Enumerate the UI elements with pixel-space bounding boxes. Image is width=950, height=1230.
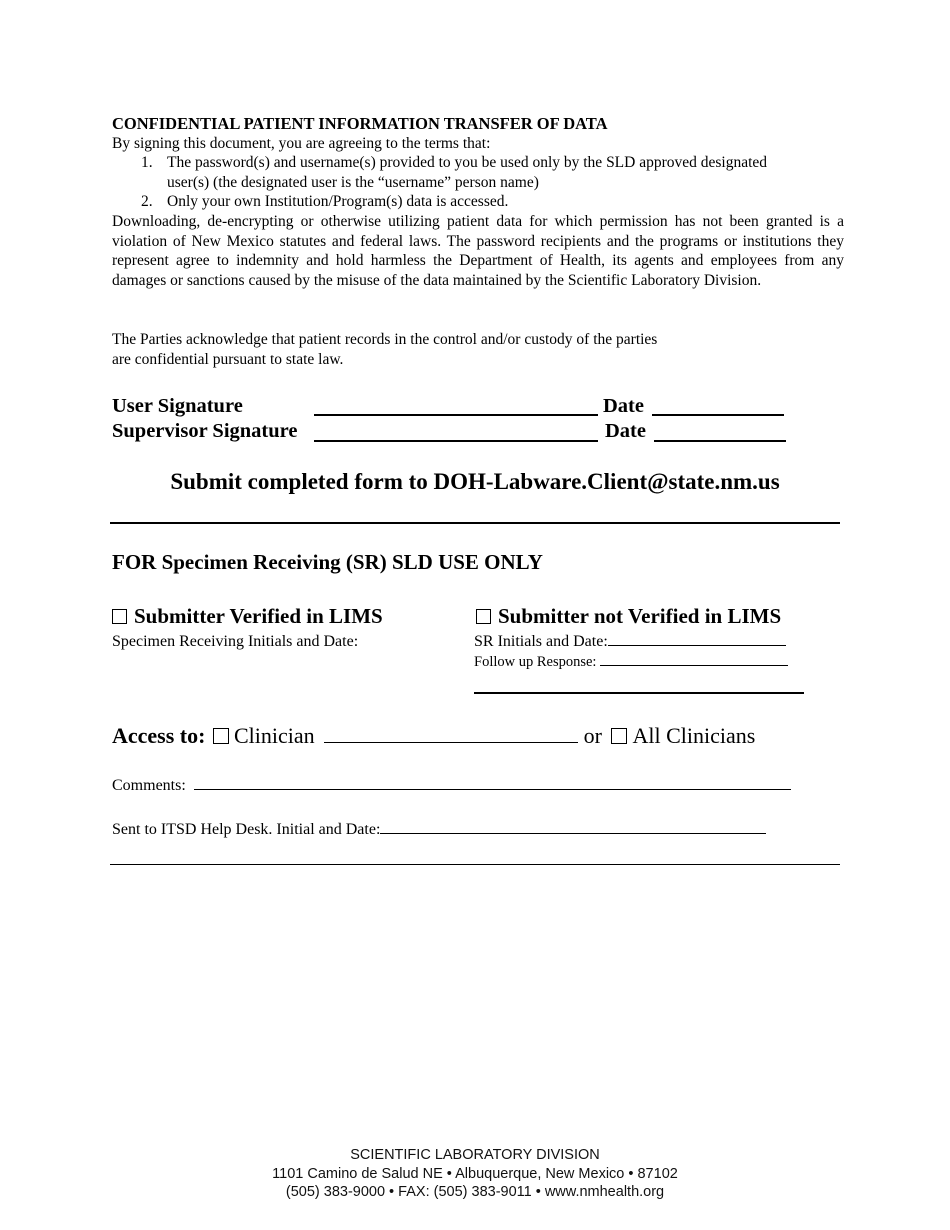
term-text: user(s) (the designated user is the “username” person name) bbox=[167, 173, 539, 191]
verified-option bbox=[112, 604, 383, 629]
user-date-field[interactable] bbox=[652, 414, 784, 416]
user-signature-field[interactable] bbox=[314, 414, 598, 416]
follow-up-label: Follow up Response: bbox=[474, 654, 597, 670]
verified-sub-label: Specimen Receiving Initials and Date: bbox=[112, 633, 359, 650]
supervisor-signature-field[interactable] bbox=[314, 440, 598, 442]
term-item bbox=[112, 192, 842, 212]
not-verified-option bbox=[476, 604, 781, 629]
access-label: Access to: bbox=[112, 723, 206, 748]
itsd-row bbox=[112, 820, 766, 840]
verified-label: Submitter Verified in LIMS bbox=[134, 604, 383, 628]
sr-section-heading: FOR Specimen Receiving (SR) SLD USE ONLY bbox=[112, 550, 543, 574]
sr-initials-label: SR Initials and Date: bbox=[474, 633, 608, 650]
section-divider bbox=[110, 522, 840, 524]
term-number: 2. bbox=[141, 193, 153, 211]
term-number: 1. bbox=[141, 154, 153, 171]
user-date-label: Date bbox=[603, 395, 644, 417]
footer-org: SCIENTIFIC LABORATORY DIVISION bbox=[350, 1147, 600, 1163]
user-signature-label: User Signature bbox=[112, 395, 243, 417]
clinician-checkbox[interactable] bbox=[213, 728, 229, 744]
terms-list bbox=[112, 153, 842, 212]
legal-paragraph: Downloading, de-encrypting or otherwise utilizing patient data for which permission has not been granted is a violation of New Mexico statutes and federal laws. The password recipients and the programs or institutions they represent agree to indemnity and hold harmless the Department of Health, its agents and employees from any damages or sanctions caused by the misuse of the data maintained by the Scientific Laboratory Division. bbox=[112, 213, 844, 289]
not-verified-label: Submitter not Verified in LIMS bbox=[498, 604, 782, 628]
comments-field[interactable] bbox=[194, 789, 791, 790]
acknowledgement-line: The Parties acknowledge that patient records in the control and/or custody of the parties bbox=[112, 331, 658, 348]
document-title: CONFIDENTIAL PATIENT INFORMATION TRANSFER OF DATA bbox=[112, 114, 608, 133]
sr-initials-field[interactable] bbox=[608, 645, 786, 646]
submit-instruction: Submit completed form to DOH-Labware.Client@state.nm.us bbox=[170, 469, 780, 494]
sr-initials-row bbox=[474, 632, 786, 652]
supervisor-date-field[interactable] bbox=[654, 440, 786, 442]
or-label: or bbox=[583, 723, 602, 748]
bottom-divider bbox=[110, 864, 840, 865]
acknowledgement-line: are confidential pursuant to state law. bbox=[112, 351, 344, 368]
comments-row bbox=[112, 776, 791, 796]
supervisor-signature-label: Supervisor Signature bbox=[112, 420, 298, 442]
follow-up-field[interactable] bbox=[600, 665, 788, 666]
clinician-label: Clinician bbox=[233, 723, 315, 748]
all-clinicians-label: All Clinicians bbox=[632, 723, 756, 748]
follow-up-extra-line[interactable] bbox=[474, 692, 804, 694]
footer-address: 1101 Camino de Salud NE • Albuquerque, New Mexico • 87102 bbox=[272, 1166, 678, 1182]
verified-checkbox[interactable] bbox=[112, 609, 127, 624]
footer-contact: (505) 383-9000 • FAX: (505) 383-9011 • www.nmhealth.org bbox=[285, 1184, 665, 1200]
all-clinicians-checkbox[interactable] bbox=[611, 728, 627, 744]
intro-text: By signing this document, you are agreeing to the terms that: bbox=[112, 135, 491, 152]
term-text: The password(s) and username(s) provided to you be used only by the SLD approved designated bbox=[167, 154, 768, 171]
access-row bbox=[112, 722, 755, 750]
supervisor-date-label: Date bbox=[605, 420, 646, 442]
itsd-label: Sent to ITSD Help Desk. Initial and Date: bbox=[112, 821, 381, 838]
follow-up-row bbox=[474, 653, 788, 673]
not-verified-checkbox[interactable] bbox=[476, 609, 491, 624]
term-item bbox=[112, 153, 842, 192]
clinician-name-field[interactable] bbox=[324, 742, 578, 743]
itsd-field[interactable] bbox=[380, 833, 766, 834]
term-text: Only your own Institution/Program(s) data is accessed. bbox=[167, 193, 509, 211]
comments-label: Comments: bbox=[112, 777, 186, 794]
